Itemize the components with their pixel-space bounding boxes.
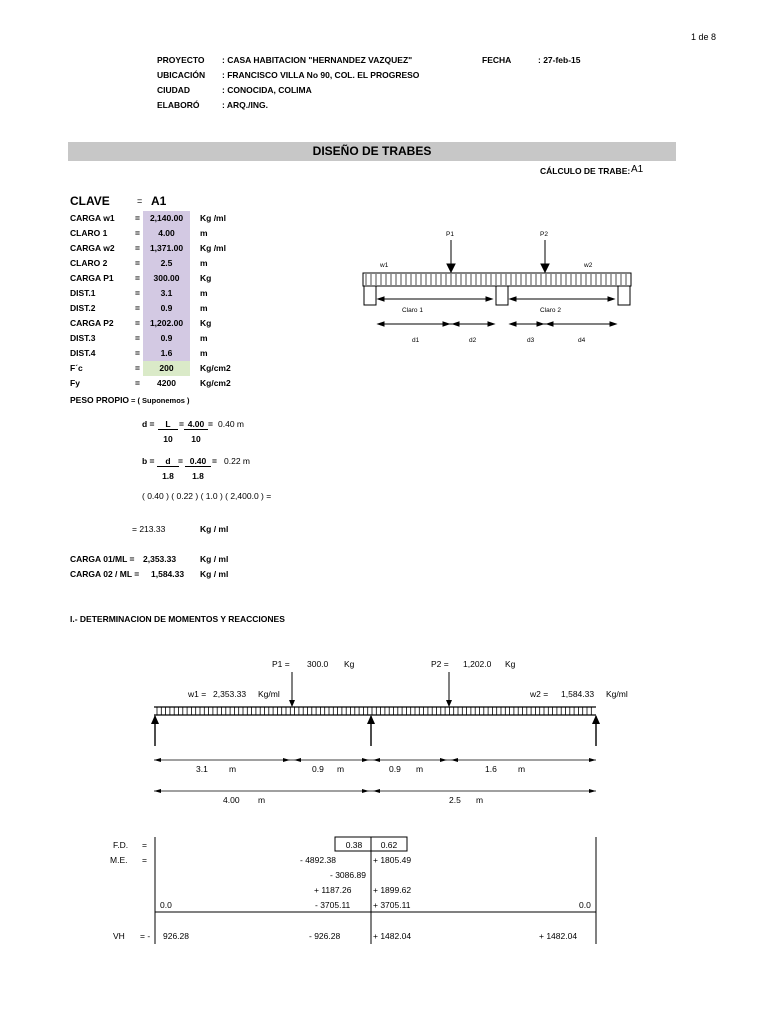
formula-d-den2: 10 <box>191 434 201 444</box>
formula-d-result: 0.40 m <box>218 419 244 429</box>
formula-d-den1: 10 <box>163 434 173 444</box>
dim-top-1-unit: m <box>229 764 237 774</box>
dim-top-2-unit: m <box>337 764 345 774</box>
calc-label: CÁLCULO DE TRABE: <box>540 166 631 176</box>
param-eq: = <box>135 318 140 328</box>
formula-d-num2: 4.00 <box>184 419 208 430</box>
clave-label: CLAVE <box>70 194 110 208</box>
big-w1-value: 2,353.33 <box>213 689 247 699</box>
formula-b-result: 0.22 m <box>224 456 250 466</box>
small-claro2-label: Claro 2 <box>540 307 561 314</box>
param-eq: = <box>135 243 140 253</box>
me-row4-right-end: 0.0 <box>579 900 591 910</box>
big-p1-label: P1 = <box>272 659 290 669</box>
param-label: DIST.1 <box>70 288 96 298</box>
formula-d-prefix: d = <box>142 419 155 429</box>
fd-eq: = <box>142 840 147 850</box>
param-eq: = <box>135 348 140 358</box>
big-w2-value: 1,584.33 <box>561 689 595 699</box>
param-value: 2,140.00 <box>143 211 190 226</box>
carga-01-label: CARGA 01/ML = <box>70 554 135 564</box>
carga-02-label: CARGA 02 / ML = <box>70 569 140 579</box>
param-unit: Kg /ml <box>200 213 226 223</box>
param-label: CARGA w1 <box>70 213 115 223</box>
peso-result-value: = 213.33 <box>132 524 166 534</box>
small-p1-label: P1 <box>446 231 454 238</box>
param-eq: = <box>135 213 140 223</box>
param-label: CARGA P1 <box>70 273 114 283</box>
me-row1-left: - 4892.38 <box>300 855 336 865</box>
param-unit: Kg <box>200 318 212 328</box>
dim-bottom-1-value: 4.00 <box>223 795 240 805</box>
small-claro1-label: Claro 1 <box>402 307 423 314</box>
me-label: M.E. <box>110 855 128 865</box>
header-value-fecha: : 27-feb-15 <box>538 55 581 65</box>
param-label: DIST.3 <box>70 333 96 343</box>
formula-b-prefix: b = <box>142 456 155 466</box>
page-counter: 1 de 8 <box>690 32 716 42</box>
param-eq: = <box>135 288 140 298</box>
fd-left: 0.38 <box>345 840 363 850</box>
dim-bottom-2-value: 2.5 <box>449 795 461 805</box>
vh-c4: + 1482.04 <box>539 931 578 941</box>
peso-product-line: ( 0.40 ) ( 0.22 ) ( 1.0 ) ( 2,400.0 ) = <box>142 491 272 501</box>
big-p1-unit: Kg <box>344 659 355 669</box>
param-value: 200 <box>143 361 190 376</box>
carga-02-unit: Kg / ml <box>200 569 229 579</box>
param-value: 1,371.00 <box>143 241 190 256</box>
big-p2-value: 1,202.0 <box>463 659 492 669</box>
small-d4-label: d4 <box>578 337 586 344</box>
vh-c3: + 1482.04 <box>373 931 412 941</box>
clave-eq: = <box>137 196 143 206</box>
carga-02-value: 1,584.33 <box>151 569 185 579</box>
big-w1-label: w1 = <box>188 689 207 699</box>
param-label: CARGA w2 <box>70 243 115 253</box>
header-label-proyecto: PROYECTO <box>157 55 205 65</box>
peso-propio-text: = ( Suponemos ) <box>131 396 190 405</box>
dim-top-4-unit: m <box>518 764 526 774</box>
header-value-ciudad: : CONOCIDA, COLIMA <box>222 85 312 95</box>
param-value: 0.9 <box>143 301 190 316</box>
vh-label: VH <box>113 931 125 941</box>
small-d3-label: d3 <box>527 337 535 344</box>
dim-top-2-value: 0.9 <box>312 764 324 774</box>
param-value: 0.9 <box>143 331 190 346</box>
param-unit: m <box>200 333 208 343</box>
dim-top-3-value: 0.9 <box>389 764 401 774</box>
param-unit: Kg <box>200 273 212 283</box>
param-label: F´c <box>70 363 83 373</box>
small-d2-label: d2 <box>469 337 477 344</box>
header-label-fecha: FECHA <box>482 55 512 65</box>
small-w1-label: w1 <box>380 262 389 269</box>
param-eq: = <box>135 333 140 343</box>
header-label-elaboro: ELABORÓ <box>157 100 200 110</box>
me-row4-mid-right: + 3705.11 <box>373 900 411 910</box>
header-value-proyecto: : CASA HABITACION "HERNANDEZ VAZQUEZ" <box>222 55 413 65</box>
param-value: 4200 <box>157 378 176 388</box>
param-value: 4.00 <box>143 226 190 241</box>
me-row4-left-end: 0.0 <box>160 900 172 910</box>
clave-value: A1 <box>151 194 167 208</box>
big-p2-label: P2 = <box>431 659 449 669</box>
param-label: DIST.2 <box>70 303 96 313</box>
param-unit: m <box>200 258 208 268</box>
dim-top-4-value: 1.6 <box>485 764 497 774</box>
param-eq: = <box>135 363 140 373</box>
param-unit: m <box>200 303 208 313</box>
param-unit: m <box>200 348 208 358</box>
small-w2-label: w2 <box>584 262 593 269</box>
param-label: Fy <box>70 378 80 388</box>
big-w2-label: w2 = <box>530 689 549 699</box>
big-p2-unit: Kg <box>505 659 516 669</box>
me-row4-mid-left: - 3705.11 <box>315 900 351 910</box>
param-unit: m <box>200 288 208 298</box>
fd-label: F.D. <box>113 840 129 850</box>
formula-d-num1: L <box>158 419 178 430</box>
param-unit: Kg/cm2 <box>200 363 231 373</box>
dim-bottom-2-unit: m <box>476 795 484 805</box>
header-label-ciudad: CIUDAD <box>157 85 191 95</box>
me-eq: = <box>142 855 147 865</box>
peso-propio-label: PESO PROPIO <box>70 395 130 405</box>
param-label: CLARO 2 <box>70 258 108 268</box>
formula-b-num2: 0.40 <box>185 456 211 467</box>
small-p2-label: P2 <box>540 231 548 238</box>
param-eq: = <box>135 228 140 238</box>
vh-c2: - 926.28 <box>309 931 341 941</box>
me-row1-right: + 1805.49 <box>373 855 412 865</box>
formula-b-num1: d <box>157 456 179 467</box>
dim-top-1-value: 3.1 <box>196 764 208 774</box>
header-value-elaboro: : ARQ./ING. <box>222 100 268 110</box>
peso-result-unit: Kg / ml <box>200 524 229 534</box>
dim-top-3-unit: m <box>416 764 424 774</box>
vh-c1: 926.28 <box>163 931 189 941</box>
param-value: 1,202.00 <box>143 316 190 331</box>
carga-01-unit: Kg / ml <box>200 554 229 564</box>
formula-b-den2: 1.8 <box>192 471 204 481</box>
param-eq: = <box>135 303 140 313</box>
param-unit: Kg/cm2 <box>200 378 231 388</box>
header-label-ubicacion: UBICACIÓN <box>157 70 206 80</box>
big-w2-unit: Kg/ml <box>606 689 628 699</box>
me-row2: - 3086.89 <box>330 870 366 880</box>
param-value: 2.5 <box>143 256 190 271</box>
param-eq: = <box>135 273 140 283</box>
param-label: CLARO 1 <box>70 228 108 238</box>
me-row3-right: + 1899.62 <box>373 885 412 895</box>
big-w1-unit: Kg/ml <box>258 689 280 699</box>
section-title: I.- DETERMINACION DE MOMENTOS Y REACCIONES <box>70 614 285 624</box>
param-label: CARGA P2 <box>70 318 114 328</box>
vh-eq: = - <box>140 931 151 941</box>
calc-value: A1 <box>631 164 644 175</box>
dim-bottom-1-unit: m <box>258 795 266 805</box>
param-label: DIST.4 <box>70 348 96 358</box>
fd-right: 0.62 <box>380 840 398 850</box>
param-unit: Kg /ml <box>200 243 226 253</box>
me-row3-left: + 1187.26 <box>314 885 352 895</box>
big-p1-value: 300.0 <box>307 659 329 669</box>
param-value: 1.6 <box>143 346 190 361</box>
param-value: 300.00 <box>143 271 190 286</box>
section-banner: DISEÑO DE TRABES <box>68 142 676 161</box>
param-unit: m <box>200 228 208 238</box>
param-eq: = <box>135 258 140 268</box>
formula-b-den1: 1.8 <box>162 471 174 481</box>
param-value: 3.1 <box>143 286 190 301</box>
header-value-ubicacion: : FRANCISCO VILLA No 90, COL. EL PROGRESO <box>222 70 420 80</box>
carga-01-value: 2,353.33 <box>143 554 177 564</box>
small-d1-label: d1 <box>412 337 420 344</box>
param-eq: = <box>135 378 140 388</box>
